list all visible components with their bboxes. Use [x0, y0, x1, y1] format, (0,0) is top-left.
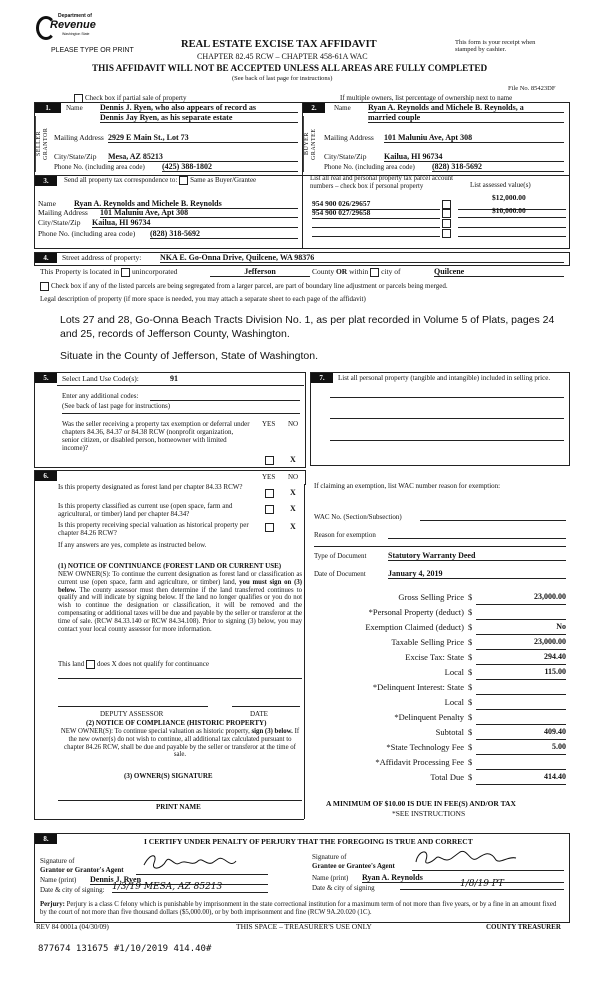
seller-tab: SELLER GRANTOR	[35, 116, 52, 172]
fee-dollar-sign: $	[468, 757, 473, 767]
fee-value: No	[476, 622, 566, 635]
same-as-buyer-checkbox[interactable]	[179, 176, 188, 185]
parcel-1-personal-checkbox[interactable]	[442, 200, 451, 209]
wac-claim-label: If claiming an exemption, list WAC number reason for exemption:	[314, 482, 501, 490]
s3-mailing-label: Mailing Address	[38, 208, 88, 217]
buyer-name-2: married couple	[368, 113, 564, 123]
segregated-row: Check box if any of the listed parcels are being segregated from a larger parcel, are part of boundary line adjustment or parcels being merged.	[40, 282, 448, 291]
section-8-number: 8.	[35, 834, 57, 844]
street-label: Street address of property:	[62, 253, 142, 262]
parcel-value-1: $12,000.00	[492, 193, 526, 202]
seller-mailing-label: Mailing Address	[54, 133, 104, 142]
seller-name-label: Name	[66, 104, 83, 112]
s5-no: NO	[288, 420, 299, 428]
fee-label: Gross Selling Price	[398, 592, 464, 602]
buyer-city: Kailua, HI 96734	[384, 152, 564, 162]
fee-label: Exemption Claimed (deduct)	[365, 622, 464, 632]
fee-dollar-sign: $	[468, 682, 473, 692]
fee-label: Local	[444, 697, 464, 707]
parcel-list-label: List all real and personal property tax parcel account numbers – check box if personal property	[310, 175, 454, 190]
doc-date: January 4, 2019	[388, 569, 566, 579]
fee-row	[314, 682, 568, 697]
fee-dollar-sign: $	[468, 637, 473, 647]
notice-continuance-title: (1) NOTICE OF CONTINUANCE (FOREST LAND OR CURRENT USE)	[58, 562, 282, 570]
assessed-label: List assessed value(s)	[470, 181, 531, 189]
s5-no-answer: X	[290, 455, 296, 464]
fee-dollar-sign: $	[468, 727, 473, 737]
property-street: NKA E. Go-Onna Drive, Quilcene, WA 98376	[160, 253, 564, 263]
segregated-checkbox[interactable]	[40, 282, 49, 291]
seller-phone-label: Phone No. (including area code)	[54, 163, 145, 171]
land-use-code: 91	[170, 374, 178, 383]
notice-compliance-title: (2) NOTICE OF COMPLIANCE (HISTORIC PROPERTY)	[86, 719, 267, 727]
section-7-box	[310, 372, 570, 466]
grantee-date-city: 1/8/19 PT	[400, 879, 564, 890]
fee-value	[476, 682, 566, 695]
fee-row	[314, 607, 568, 622]
within-city-checkbox[interactable]	[370, 268, 379, 277]
fee-value: 294.40	[476, 652, 566, 665]
personal-property-label: List all personal property (tangible and intangible) included in selling price.	[338, 374, 551, 382]
fee-value	[476, 757, 566, 770]
s6-q1-answer: X	[290, 488, 296, 497]
s6-q2-yes-checkbox[interactable]	[265, 505, 274, 514]
parcel-2-personal-checkbox[interactable]	[442, 209, 451, 218]
grantee-name-label: Name (print)	[312, 874, 349, 882]
section-6-number: 6.	[35, 471, 57, 481]
fee-label: *State Technology Fee	[386, 742, 464, 752]
land-use-label: Select Land Use Code(s):	[62, 374, 139, 383]
parcel-3-personal-checkbox[interactable]	[442, 219, 451, 228]
rev-number: REV 84 0001a (04/30/09)	[36, 923, 109, 931]
county-name: Jefferson	[210, 267, 310, 277]
buyer-tab: BUYER GRANTEE	[303, 116, 320, 172]
located-row: This Property is located in unincorporated	[40, 267, 178, 277]
fee-dollar-sign: $	[468, 622, 473, 632]
fee-label: Taxable Selling Price	[391, 637, 464, 647]
perjury-text: Perjury: Perjury is a class C felony which is punishable by imprisonment in the state correctional institution for a maximum term of not more than five years, or by a fine in an amount fixed by the court of not more than five thousand dollars ($5,000.00), or by both imprisonment and fine (RCW 9A.20.020 (1C).	[40, 901, 557, 916]
date-label: DATE	[250, 710, 268, 718]
fee-value: 23,000.00	[476, 637, 566, 650]
doc-type-label: Type of Document	[314, 552, 367, 560]
s3-city: Kailua, HI 96734	[92, 218, 298, 228]
see-instructions-note: *SEE INSTRUCTIONS	[392, 809, 466, 818]
fee-label: Local	[444, 667, 464, 677]
multiple-owners-note: If multiple owners, list percentage of ownership next to name	[340, 94, 513, 102]
fee-row	[314, 757, 568, 772]
grantee-sig-label-a: Signature of	[312, 853, 347, 861]
fee-row	[314, 637, 568, 652]
parcel-number-2: 954 900 027/29658	[312, 209, 440, 219]
fee-label: Total Due	[430, 772, 464, 782]
section-4-number: 4.	[35, 253, 57, 263]
county-or-row: County OR within city of	[312, 267, 401, 277]
fee-dollar-sign: $	[468, 667, 473, 677]
s6-q1-yes-checkbox[interactable]	[265, 489, 274, 498]
treasurer-use-only: THIS SPACE – TREASURER'S USE ONLY	[236, 922, 372, 931]
fee-label: Excise Tax: State	[405, 652, 464, 662]
s6-q2: Is this property classified as current use (open space, farm and agricultural, or timber) land per chapter 84.34?	[58, 502, 233, 519]
grantor-sig-label-b: Grantor or Grantor's Agent	[40, 866, 124, 874]
grantor-date-city: 1/3/19 MESA, AZ 85213	[112, 882, 268, 893]
see-back-note: (See back of last page for instructions)	[232, 75, 333, 82]
partial-sale-row: Check box if partial sale of property	[74, 94, 186, 103]
seller-city: Mesa, AZ 85213	[108, 152, 298, 162]
additional-codes-note: (See back of last page for instructions)	[62, 402, 171, 410]
grantee-sig-label-b: Grantee or Grantee's Agent	[312, 862, 395, 870]
exemption-question: Was the seller receiving a property tax exemption or deferral under chapters 84.36, 84.37 or 84.38 RCW (nonprofit organization, senior citizen, or disabled person, homeowner with limited income)?	[62, 420, 250, 453]
fee-value: 5.00	[476, 742, 566, 755]
fee-dollar-sign: $	[468, 607, 473, 617]
warning-line: THIS AFFIDAVIT WILL NOT BE ACCEPTED UNLESS ALL AREAS ARE FULLY COMPLETED	[92, 63, 488, 73]
fee-value: 23,000.00	[476, 592, 566, 605]
fee-value: 409.40	[476, 727, 566, 740]
grantor-signature	[140, 851, 260, 873]
fee-row	[314, 712, 568, 727]
please-type: PLEASE TYPE OR PRINT	[51, 47, 134, 54]
section-3-number: 3.	[35, 176, 57, 186]
buyer-phone-label: Phone No. (including area code)	[324, 163, 415, 171]
s6-q2-answer: X	[290, 504, 296, 513]
seller-phone: (425) 388-1802	[162, 162, 298, 172]
s5-yes: YES	[262, 420, 276, 428]
s6-q3-answer: X	[290, 522, 296, 531]
fee-value	[476, 697, 566, 710]
s6-q3-yes-checkbox[interactable]	[265, 523, 274, 532]
minimum-due-note: A MINIMUM OF $10.00 IS DUE IN FEE(S) AND/OR TAX	[326, 799, 516, 808]
seller-city-label: City/State/Zip	[54, 152, 97, 161]
notice-continuance-body: NEW OWNER(S): To continue the current designation as forest land or classification as current use (open space, farm and agriculture, or timber) land, you must sign on (3) below. The county assessor must then determine if the land transferred continues to qualify and will indicate by signing below. If the land no longer qualifies or you do not wish to continue the designation or classification, it will be removed and the compensating or additional taxes will be due and payable by the seller or transferor at the time of sale. (RCW 84.33.140 or RCW 84.34.108). Prior to signing (3) below, you may contact your local county assessor for more information.	[58, 571, 303, 633]
s3-phone: (828) 318-5692	[150, 229, 298, 239]
fee-row	[314, 742, 568, 757]
doc-type: Statutory Warranty Deed	[388, 551, 566, 561]
fee-value: 414.40	[476, 772, 566, 785]
parcel-value-2: $10,000.00	[492, 206, 526, 215]
receipt-note: This form is your receipt when stamped by cashier.	[455, 39, 536, 54]
fee-row	[314, 772, 568, 787]
buyer-mailing-label: Mailing Address	[324, 133, 374, 142]
fee-label: *Affidavit Processing Fee	[375, 757, 464, 767]
dept-state: Washington State	[62, 32, 90, 36]
grantee-date-label: Date & city of signing	[312, 884, 375, 892]
fee-dollar-sign: $	[468, 712, 473, 722]
notice-compliance-body: NEW OWNER(S): To continue special valuation as historic property, sign (3) below. If the new owner(s) do not wish to continue, all additional tax calculated pursuant to chapter 84.26 RCW, shall be due and payable by the seller or transferor at the time of sale.	[60, 728, 300, 759]
s6-q1: Is this property designated as forest land per chapter 84.33 RCW?	[58, 483, 243, 491]
fee-dollar-sign: $	[468, 772, 473, 782]
fee-value	[476, 607, 566, 620]
fee-dollar-sign: $	[468, 592, 473, 602]
form-subtitle: CHAPTER 82.45 RCW – CHAPTER 458-61A WAC	[197, 52, 368, 61]
s3-city-label: City/State/Zip	[38, 218, 81, 227]
file-number: File No. 85423DF	[508, 85, 556, 92]
grantor-name: Dennis J. Ryen	[90, 875, 268, 885]
s3-name: Ryan A. Reynolds and Michele B. Reynolds	[74, 199, 298, 209]
buyer-name-1: Ryan A. Reynolds and Michele B. Reynolds, a	[368, 103, 564, 113]
wac-no-label: WAC No. (Section/Subsection)	[314, 513, 402, 521]
send-correspondence: Send all property tax correspondence to: Same as Buyer/Grantee	[64, 176, 257, 185]
dept-line: Department of	[58, 13, 92, 19]
fee-value: 115.00	[476, 667, 566, 680]
s3-mailing: 101 Maluniu Ave, Apt 308	[100, 208, 298, 218]
cashier-stamp: 877674 131675 #1/10/2019 414.40#	[38, 944, 212, 954]
doc-date-label: Date of Document	[314, 570, 366, 578]
fee-dollar-sign: $	[468, 697, 473, 707]
s5-yes-checkbox[interactable]	[265, 456, 274, 465]
unincorporated-checkbox[interactable]	[121, 268, 130, 277]
city-name: Quilcene	[434, 267, 564, 277]
seller-name-1: Dennis J. Ryen, who also appears of record as	[100, 103, 298, 113]
county-treasurer-label: COUNTY TREASURER	[486, 923, 561, 931]
grantor-date-label: Date & city of signing:	[40, 886, 105, 894]
seller-name-2: Dennis Jay Ryen, as his separate estate	[100, 113, 298, 123]
fee-dollar-sign: $	[468, 652, 473, 662]
s6-no: NO	[288, 473, 299, 481]
s3-name-label: Name	[38, 199, 56, 208]
s6-yes: YES	[262, 473, 276, 481]
fee-label: *Delinquent Penalty	[394, 712, 464, 722]
fee-row	[314, 652, 568, 667]
seller-mailing: 2929 E Main St., Lot 73	[108, 133, 298, 143]
fee-row	[314, 667, 568, 682]
parcel-number-1: 954 900 026/29657	[312, 200, 440, 210]
form-title: REAL ESTATE EXCISE TAX AFFIDAVIT	[181, 39, 377, 50]
buyer-name-label: Name	[334, 104, 351, 112]
revenue-logo	[36, 14, 98, 38]
fee-row	[314, 697, 568, 712]
section-7-number: 7.	[311, 373, 333, 383]
owner-signature-label: (3) OWNER(S) SIGNATURE	[124, 772, 213, 780]
print-name-label: PRINT NAME	[156, 803, 201, 811]
fee-value	[476, 712, 566, 725]
s3-phone-label: Phone No. (including area code)	[38, 229, 136, 238]
buyer-phone: (828) 318-5692	[432, 162, 564, 172]
s6-q3: Is this property receiving special valuation as historical property per chapter 84.26 RCW?	[58, 521, 249, 538]
buyer-mailing: 101 Maluniu Ave, Apt 308	[384, 133, 564, 143]
section-5-number: 5.	[35, 373, 57, 383]
legal-label: Legal description of property (if more space is needed, you may attach a separate sheet to each page of the affidavit)	[40, 295, 366, 303]
dept-logo-text: Revenue	[50, 19, 96, 31]
fee-dollar-sign: $	[468, 742, 473, 752]
grantor-name-label: Name (print)	[40, 876, 77, 884]
fee-label: *Delinquent Interest: State	[372, 682, 464, 692]
s6-q4: If any answers are yes, complete as instructed below.	[58, 541, 207, 549]
legal-description-2: Situate in the County of Jefferson, State of Washington.	[60, 350, 318, 362]
fee-row	[314, 622, 568, 637]
section-1-number: 1.	[35, 103, 61, 113]
this-land-row: This land does X does not qualify for continuance	[58, 660, 209, 669]
land-does-checkbox[interactable]	[86, 660, 95, 669]
section-2-number: 2.	[303, 103, 325, 113]
grantor-sig-label-a: Signature of	[40, 857, 75, 865]
certify-line: I CERTIFY UNDER PENALTY OF PERJURY THAT THE FOREGOING IS TRUE AND CORRECT	[144, 837, 473, 846]
fee-label: *Personal Property (deduct)	[368, 607, 464, 617]
grantee-signature	[412, 846, 532, 870]
legal-description-1: Lots 27 and 28, Go-Onna Beach Tracts Division No. 1, as per plat recorded in Volume 5 of Plats, pages 24 and 25, records of Jefferson County, Washington.	[60, 314, 555, 341]
fee-label: Subtotal	[435, 727, 464, 737]
deputy-assessor-label: DEPUTY ASSESSOR	[100, 710, 164, 718]
grantee-name: Ryan A. Reynolds	[362, 873, 564, 883]
reason-label: Reason for exemption	[314, 531, 376, 539]
fee-row	[314, 727, 568, 742]
fee-row	[314, 592, 568, 607]
additional-codes-label: Enter any additional codes:	[62, 392, 139, 400]
buyer-city-label: City/State/Zip	[324, 152, 367, 161]
parcel-4-personal-checkbox[interactable]	[442, 229, 451, 238]
